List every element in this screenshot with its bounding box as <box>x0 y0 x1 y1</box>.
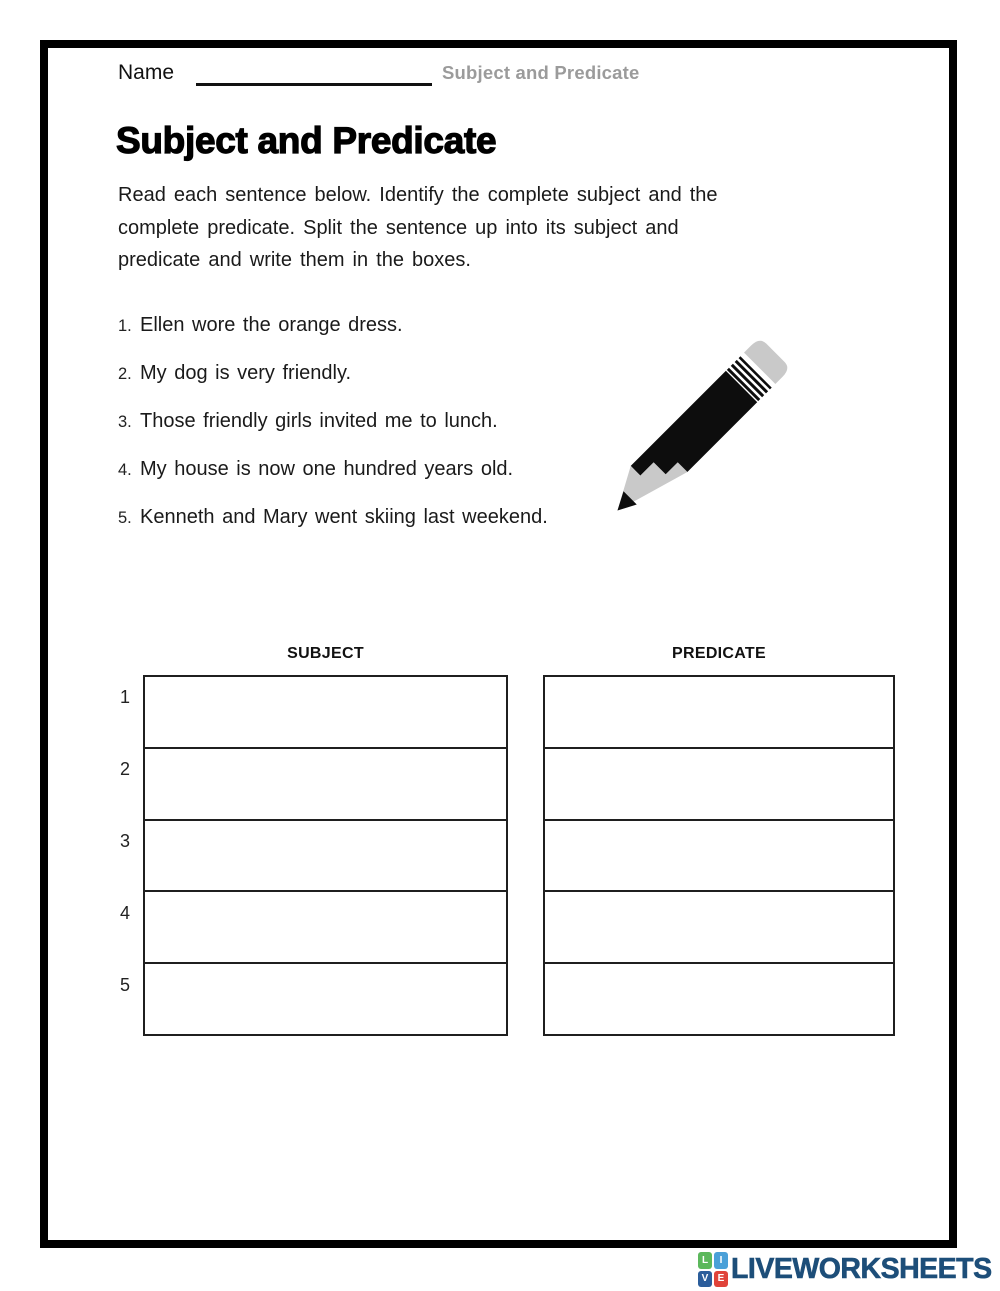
name-label: Name <box>118 61 175 84</box>
sentence-text: My house is now one hundred years old. <box>140 458 514 480</box>
sentence-number: 4. <box>118 461 132 479</box>
row-number-1: 1 <box>119 687 130 707</box>
sentence-list <box>118 314 548 554</box>
logo-letter-e: E <box>714 1271 728 1288</box>
predicate-column-header: PREDICATE <box>672 645 766 662</box>
logo-letter-l: L <box>698 1252 712 1269</box>
row-number-3: 3 <box>119 831 130 851</box>
subject-column-header: SUBJECT <box>287 645 364 662</box>
predicate-answer-cell-3[interactable] <box>545 819 893 891</box>
sentence-number: 2. <box>118 365 132 383</box>
sentence-item-3 <box>118 410 548 434</box>
subject-answer-cell-2[interactable] <box>145 747 506 819</box>
page-title: Subject and Predicate <box>116 120 497 161</box>
sentence-number: 5. <box>118 509 132 527</box>
predicate-answer-cell-2[interactable] <box>545 747 893 819</box>
predicate-table <box>543 675 895 1036</box>
sentence-text: Those friendly girls invited me to lunch. <box>140 410 498 432</box>
liveworksheets-grid-icon <box>698 1252 728 1287</box>
sentence-text: My dog is very friendly. <box>140 362 352 384</box>
instructions-text <box>118 179 718 277</box>
subject-answer-cell-4[interactable] <box>145 890 506 962</box>
instructions-line: Read each sentence below. Identify the complete subject and the <box>118 184 718 206</box>
brand-name: LIVEWORKSHEETS <box>731 1253 992 1285</box>
sentence-item-4 <box>118 458 548 482</box>
liveworksheets-logo[interactable] <box>698 1252 992 1287</box>
subject-answer-cell-3[interactable] <box>145 819 506 891</box>
row-number-4: 4 <box>119 903 130 923</box>
sentence-item-2 <box>118 362 548 386</box>
worksheet-subtitle: Subject and Predicate <box>442 62 640 83</box>
sentence-item-1 <box>118 314 548 338</box>
pencil-icon <box>596 336 792 532</box>
sentence-number: 1. <box>118 317 132 335</box>
instructions-line: predicate and write them in the boxes. <box>118 249 471 271</box>
subject-answer-cell-1[interactable] <box>145 677 506 747</box>
row-number-5: 5 <box>119 975 130 995</box>
sentence-number: 3. <box>118 413 132 431</box>
logo-letter-v: V <box>698 1271 712 1288</box>
predicate-answer-cell-5[interactable] <box>545 962 893 1034</box>
sentence-item-5 <box>118 506 548 530</box>
logo-letter-i: I <box>714 1252 728 1269</box>
instructions-line: complete predicate. Split the sentence up into its subject and <box>118 216 679 239</box>
sentence-text: Ellen wore the orange dress. <box>140 314 403 336</box>
subject-table <box>143 675 508 1036</box>
worksheet-frame <box>40 40 957 1248</box>
sentence-text: Kenneth and Mary went skiing last weekend. <box>140 506 548 528</box>
predicate-answer-cell-1[interactable] <box>545 677 893 747</box>
row-number-2: 2 <box>119 759 130 779</box>
name-input-line[interactable] <box>196 58 432 86</box>
subject-answer-cell-5[interactable] <box>145 962 506 1034</box>
predicate-answer-cell-4[interactable] <box>545 890 893 962</box>
